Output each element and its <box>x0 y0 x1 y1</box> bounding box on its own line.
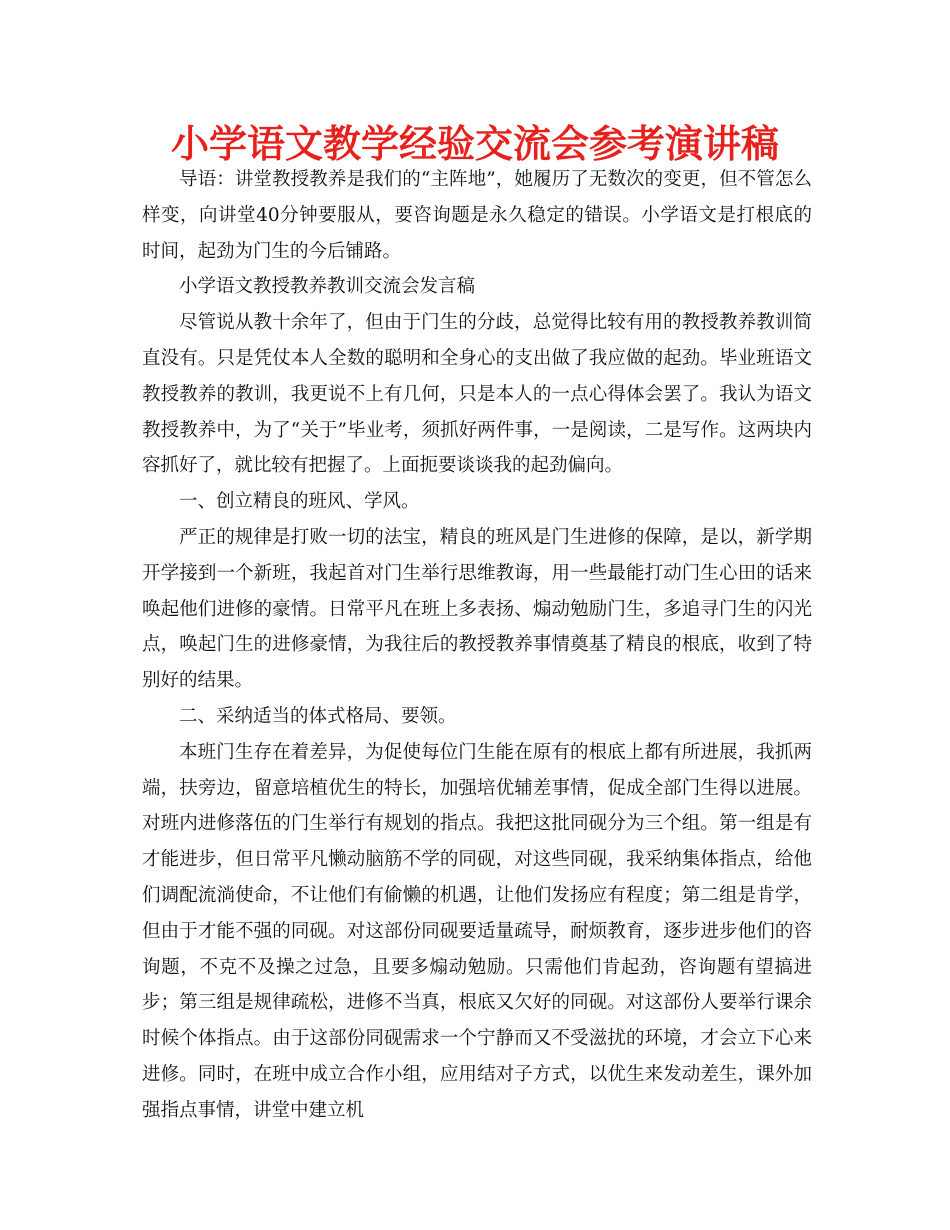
document-body <box>142 162 812 1129</box>
body-paragraph: 尽管说从教十余年了，但由于门生的分歧，总觉得比较有用的教授教养教训简直没有。只是凭仗本人全数的聪明和全身心的支出做了我应做的起劲。毕业班语文教授教养的教训，我更说不上有几何，只是本人的一点心得体会罢了。我认为语文教授教养中，为了“关于”毕业考，须抓好两件事，一是阅读，二是写作。这两块内容抓好了，就比较有把握了。上面扼要谈谈我的起劲偏向。 <box>142 312 812 477</box>
section-heading-1: 一、创立精良的班风、学风。 <box>179 491 420 513</box>
section-heading-2: 二、采纳适当的体式格局、要领。 <box>179 705 457 727</box>
intro-paragraph: 导语：讲堂教授教养是我们的“主阵地”，她履历了无数次的变更，但不管怎么样变，向讲堂40分钟要服从，要咨询题是永久稳定的错误。小学语文是打根底的时间，起劲为门生的今后铺路。 <box>142 169 812 262</box>
body-paragraph: 本班门生存在着差异，为促使每位门生能在原有的根底上都有所进展，我抓两端，扶旁边，留意培植优生的特长，加强培优辅差事情，促成全部门生得以进展。对班内进修落伍的门生举行有规划的指点。我把这批同砚分为三个组。第一组是有才能进步，但日常平凡懒动脑筋不学的同砚，对这些同砚，我采纳集体指点，给他们调配流淌使命，不让他们有偷懒的机遇，让他们发扬应有程度；第二组是肯学，但由于才能不强的同砚。对这部份同砚要适量疏导，耐烦教育，逐步进步他们的咨询题，不克不及操之过急，且要多煽动勉励。只需他们肯起劲，咨询题有望搞进步；第三组是规律疏松，进修不当真，根底又欠好的同砚。对这部份人要举行课余时候个体指点。由于这部份同砚需求一个宁静而又不受滋扰的环境，才会立下心来进修。同时，在班中成立合作小组，应用结对子方式，以优生来发动差生，课外加强指点事情，讲堂中建立机 <box>142 741 812 1121</box>
document-title: 小学语文教学经验交流会参考演讲稿 <box>170 122 779 166</box>
body-paragraph: 严正的规律是打败一切的法宝，精良的班风是门生进修的保障，是以，新学期开学接到一个新班，我起首对门生举行思维教诲，用一些最能打动门生心田的话来唤起他们进修的豪情。日常平凡在班上多表扬、煽动勉励门生，多追寻门生的闪光点，唤起门生的进修豪情，为我往后的教授教养事情奠基了精良的根底，收到了特别好的结果。 <box>142 526 812 692</box>
subtitle-line: 小学语文教授教养教训交流会发言稿 <box>179 276 476 298</box>
